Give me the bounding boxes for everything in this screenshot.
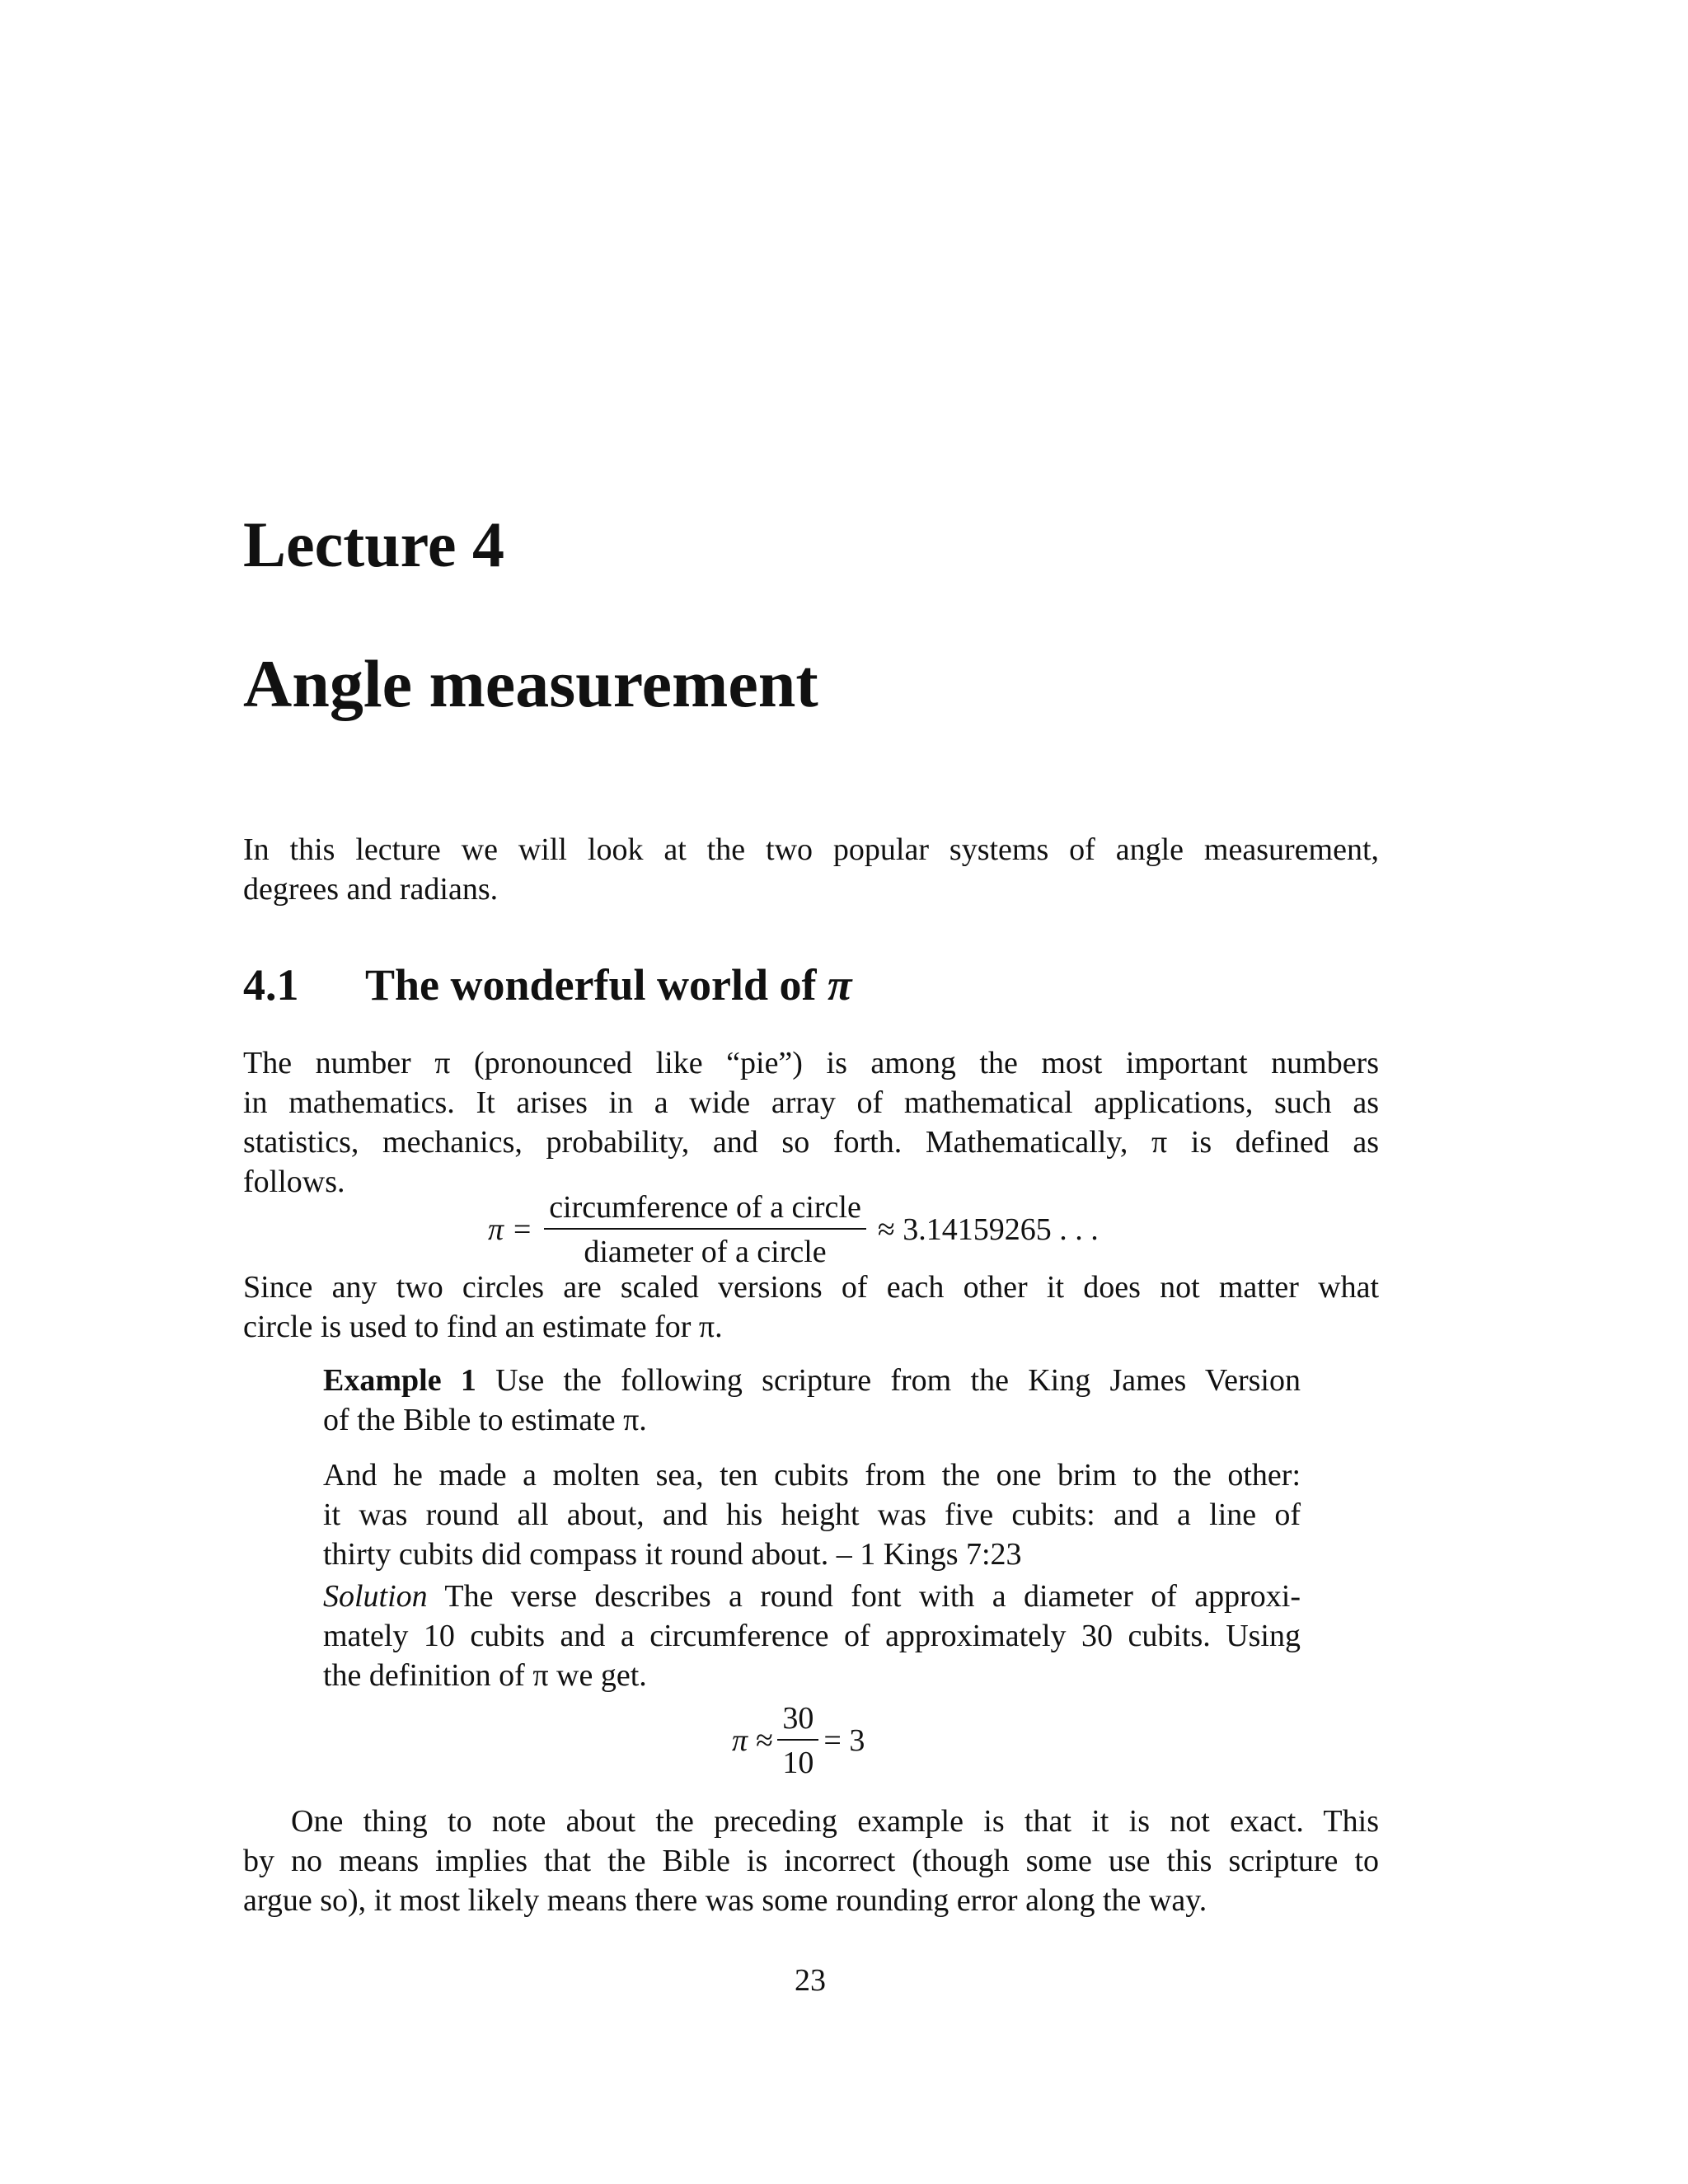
solution-label: Solution (323, 1579, 428, 1614)
page-number: 23 (795, 1963, 826, 1998)
solution-line: Solution The verse describes a round font with a diameter of approxi- (323, 1579, 1301, 1614)
equation-lhs: π ≈ (732, 1723, 773, 1758)
quote-line: And he made a molten sea, ten cubits from the one brim to the other: (323, 1458, 1301, 1493)
section-title: The wonderful world of (365, 960, 828, 1010)
quote-line: it was round all about, and his height was five cubits: and a line of (323, 1497, 1301, 1532)
equation-fraction (777, 1703, 818, 1779)
paragraph-line: In this lecture we will look at the two popular systems of angle measurement, (243, 832, 1379, 867)
after-definition-paragraph (243, 1268, 1379, 1347)
example-prompt-line: of the Bible to estimate π. (323, 1403, 647, 1437)
pi-definition-equation (488, 1192, 1099, 1268)
paragraph-line: follows. (243, 1165, 345, 1199)
intro-paragraph (243, 830, 1379, 909)
solution-line: the definition of π we get. (323, 1658, 647, 1693)
equation-lhs: π = (488, 1212, 533, 1247)
paragraph-line: One thing to note about the preceding example is that it is not exact. This (291, 1804, 1379, 1839)
equation-rhs: = 3 (823, 1723, 865, 1758)
equation-rhs: ≈ 3.14159265 . . . (877, 1212, 1099, 1247)
section-heading (243, 960, 852, 1010)
quote-line: thirty cubits did compass it round about. – 1 Kings 7:23 (323, 1537, 1022, 1572)
fraction-numerator: 30 (782, 1701, 814, 1736)
equation-fraction (544, 1192, 866, 1268)
scripture-quote (323, 1455, 1301, 1574)
section-number: 4.1 (243, 960, 299, 1010)
paragraph-line: in mathematics. It arises in a wide array of mathematical applications, such as (243, 1085, 1379, 1120)
section-paragraph (243, 1043, 1379, 1202)
paragraph-line: degrees and radians. (243, 872, 499, 907)
paragraph-line: The number π (pronounced like “pie”) is among the most important numbers (243, 1046, 1379, 1080)
fraction-numerator: circumference of a circle (549, 1190, 861, 1225)
solution-line: mately 10 cubits and a circumference of approximately 30 cubits. Using (323, 1619, 1301, 1653)
solution-block (323, 1577, 1301, 1695)
chapter-title: Angle measurement (243, 646, 818, 721)
fraction-denominator: 10 (777, 1739, 818, 1779)
example-block (323, 1361, 1301, 1440)
fraction-denominator: diameter of a circle (544, 1228, 866, 1268)
paragraph-line: circle is used to find an estimate for π. (243, 1310, 723, 1344)
closing-paragraph (243, 1802, 1379, 1920)
paragraph-line: Since any two circles are scaled versions of each other it does not matter what (243, 1270, 1379, 1305)
example-prompt-line: Example 1 Use the following scripture from the King James Version (323, 1363, 1301, 1398)
example-label: Example 1 (323, 1363, 476, 1398)
paragraph-line: statistics, mechanics, probability, and so forth. Mathematically, π is defined as (243, 1125, 1379, 1160)
paragraph-line: by no means implies that the Bible is incorrect (though some use this scripture to (243, 1844, 1379, 1878)
pi-estimate-equation (732, 1703, 865, 1779)
paragraph-line: argue so), it most likely means there was some rounding error along the way. (243, 1883, 1207, 1918)
section-title-symbol: π (828, 960, 852, 1010)
chapter-label: Lecture 4 (243, 509, 504, 580)
